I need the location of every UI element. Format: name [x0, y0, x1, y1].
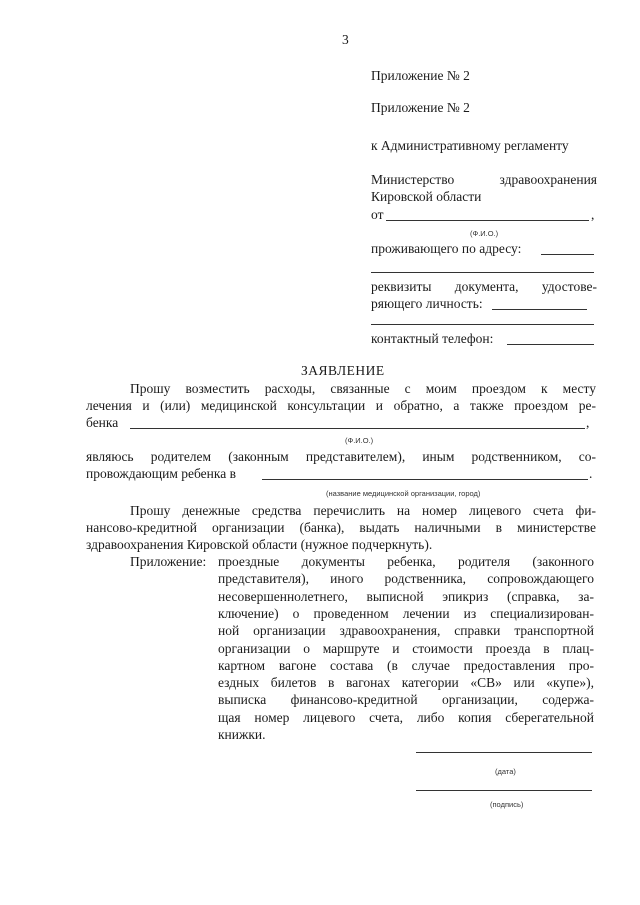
child-name-line	[130, 428, 585, 429]
child-name-comma: ,	[586, 415, 590, 430]
attachment-line: представителя), иного родственника, сопровождающего	[218, 571, 594, 587]
address-line-1	[541, 254, 594, 255]
ministry-line-2: Кировской области	[371, 189, 482, 204]
paragraph-1-line-3: бенка	[86, 415, 119, 430]
paragraph-3-line-2: нансово-кредитной организации (банка), выдать наличными в министерстве	[86, 520, 596, 535]
date-line	[416, 752, 592, 753]
phone-label: контактный телефон:	[371, 331, 494, 346]
paragraph-2-line-2: провождающим ребенка в	[86, 466, 236, 481]
organization-caption: (название медицинской организации, город)	[326, 489, 481, 498]
organization-dot: .	[589, 466, 593, 481]
requisites-line-2: ряющего личность:	[371, 296, 483, 311]
attachment-line: ключение) о проведенном лечении из специализирован-	[218, 605, 594, 621]
healthcare-word: здравоохранения	[499, 172, 597, 187]
paragraph-2-line-1: являюсь родителем (законным представителем), иным родственником, со-	[86, 449, 596, 464]
attachment-line: ной организации здравоохранения, справки транспортной	[218, 623, 594, 639]
document-title: ЗАЯВЛЕНИЕ	[301, 363, 385, 378]
phone-line-field	[507, 344, 594, 345]
paragraph-1-line-2: лечения и (или) медицинской консультации и обратно, а также проездом ре-	[86, 398, 596, 413]
appendix-label-1: Приложение № 2	[371, 68, 470, 83]
from-label: от	[371, 207, 384, 222]
attachment-line: организации о маршруте и стоимости проезда в плац-	[218, 640, 594, 656]
attachments-label: Приложение:	[130, 554, 207, 569]
requisites-line-1	[371, 279, 597, 295]
attachment-line: книжки.	[218, 727, 266, 742]
paragraph-1-line-1: Прошу возместить расходы, связанные с моим проездом к месту	[130, 381, 596, 396]
signature-caption: (подпись)	[490, 800, 524, 809]
paragraph-3-line-1: Прошу денежные средства перечислить на номер лицевого счета фи-	[130, 503, 596, 518]
regulation-reference: к Административному регламенту	[371, 138, 569, 153]
address-label: проживающего по адресу:	[371, 241, 522, 256]
page-number: 3	[342, 32, 349, 47]
attachment-line: ездных билетов в вагонах категории «СВ» или «купе»),	[218, 675, 594, 691]
child-fio-caption: (Ф.И.О.)	[345, 436, 374, 445]
attachment-line: картном вагоне состава (в случае предоставления про-	[218, 657, 594, 673]
signature-line	[416, 790, 592, 791]
ministry-line-1	[371, 172, 597, 188]
from-comma: ,	[591, 207, 595, 222]
paragraph-3-line-3: здравоохранения Кировской области (нужное подчеркнуть).	[86, 537, 433, 552]
organization-line	[262, 479, 588, 480]
appendix-label-2: Приложение № 2	[371, 100, 470, 115]
attachment-line: выписка финансово-кредитной организации, содержа-	[218, 692, 594, 708]
ministry-word: Министерство	[371, 172, 455, 187]
certifying-word: удостове-	[541, 279, 597, 294]
address-line-2	[371, 272, 594, 273]
document-word: документа,	[454, 279, 519, 294]
attachment-line: щая номер лицевого счета, либо копия сберегательной	[218, 709, 594, 725]
requisites-line-field	[492, 309, 587, 310]
attachment-line: несовершеннолетнего, выписной эпикриз (справка, за-	[218, 588, 594, 604]
fio-caption: (Ф.И.О.)	[470, 229, 499, 238]
attachment-line: проездные документы ребенка, родителя (законного	[218, 554, 594, 569]
date-caption: (дата)	[495, 767, 516, 776]
requisites-line-field-2	[371, 324, 594, 325]
from-name-line	[386, 220, 589, 221]
requisites-word: реквизиты	[371, 279, 432, 294]
